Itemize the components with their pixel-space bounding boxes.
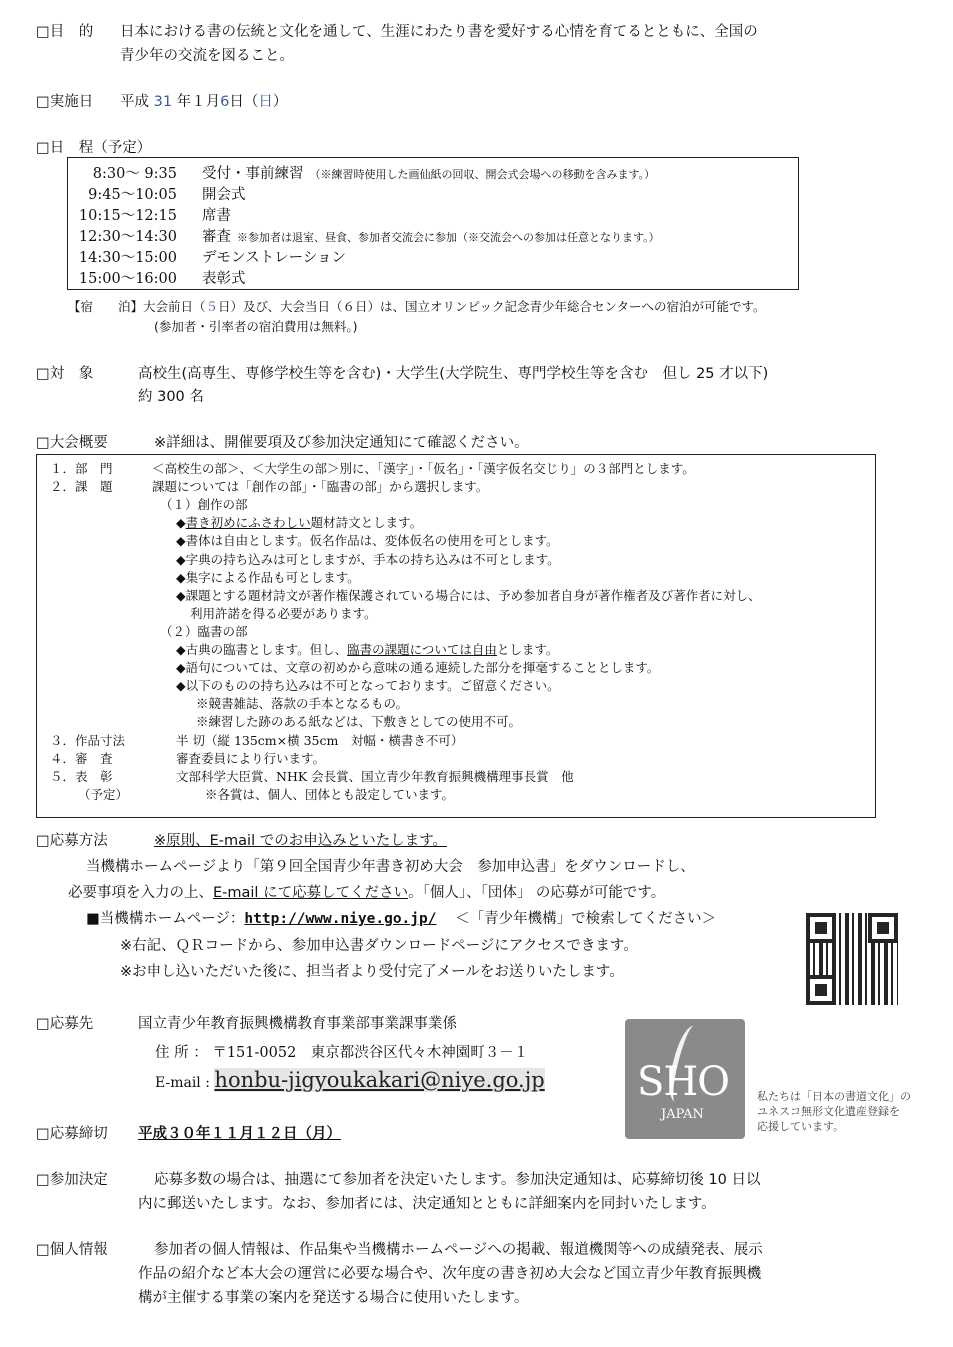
overview-item-text: ◆以下のものの持ち込みは不可となっております。ご留意ください。 [176, 678, 560, 694]
sho-logo-text: SHO [637, 1059, 730, 1105]
schedule-event [202, 267, 246, 288]
schedule-event [202, 183, 246, 204]
homepage-search-hint: ＜「青少年機構」で検索してください＞ [455, 911, 717, 927]
date-prefix: 平成 [120, 94, 149, 110]
overview-item-text: ◆課題とする題材詩文が著作権保護されている場合には、予め参加者自身が著作権者及び著作者に対し、 [176, 587, 761, 603]
contact-label: □応募先 [36, 1016, 94, 1032]
schedule-label: □日 程（予定） [36, 140, 152, 156]
schedule-event-name: 受付・事前練習 [202, 166, 304, 182]
privacy-text-1: 参加者の個人情報は、作品集や当機構ホームページへの掲載、報道機関等への成績発表、展示 [154, 1242, 763, 1258]
apply-label: □応募方法 [36, 833, 108, 849]
overview-item-number: ３．作品寸法 [50, 732, 126, 748]
qr-code[interactable] [806, 913, 898, 1005]
decision-label: □参加決定 [36, 1172, 108, 1188]
address-label: 住 所 ： [155, 1045, 208, 1061]
target-text-1: 高校生(高専生、専修学校生等を含む)・大学生(大学院生、専門学校生等を含む 但し 25 才以下) [138, 366, 769, 382]
contact-org: 国立青少年教育振興機構教育事業部事業課事業係 [138, 1016, 457, 1032]
schedule-time: 10:15～12:15 [78, 208, 177, 224]
date-weekday-open: （ [243, 94, 259, 110]
sho-japan-logo [625, 1019, 745, 1139]
overview-item-text-part: 書き初めにふさわしい [185, 515, 311, 531]
sho-caption-2: ユネスコ無形文化遺産登録を [757, 1105, 900, 1118]
date-weekday: 日 [258, 94, 273, 110]
deadline-label: □応募締切 [36, 1126, 108, 1142]
contact-email-link[interactable]: honbu-jigyoukakari@niye.go.jp [214, 1068, 545, 1092]
contact-email-line [155, 1068, 545, 1092]
privacy-label: □個人情報 [36, 1242, 108, 1258]
schedule-note: ※参加者は退室、昼食、参加者交流会に参加（※交流会への参加は任意となります。） [237, 231, 660, 244]
overview-item-number: １．部 門 [50, 461, 113, 476]
overview-item-text: （１）創作の部 [160, 497, 248, 513]
apply-text-1: 当機構ホームページより「第９回全国青少年書き初め大会 参加申込書」をダウンロードし、 [86, 859, 695, 875]
homepage-link[interactable]: http://www.niye.go.jp/ [244, 911, 437, 927]
deadline-value: 平成３０年１１月１２日（月） [138, 1126, 341, 1142]
overview-item-text-part: ◆ [176, 515, 186, 531]
target-label: □対 象 [36, 366, 94, 382]
decision-text-1: 応募多数の場合は、抽選にて参加者を決定いたします。参加決定通知は、応募締切後 10 日以 [154, 1172, 761, 1188]
schedule-time: 9:45～10:05 [88, 187, 177, 203]
schedule-time: 14:30～15:00 [78, 250, 177, 266]
purpose-text-1: 日本における書の伝統と文化を通して、生涯にわたり書を愛好する心情を育てるとともに、全国の [120, 24, 758, 40]
overview-item-text-part: とします。 [496, 642, 559, 657]
overview-note: ※詳細は、開催要項及び参加決定通知にて確認ください。 [154, 435, 529, 451]
overview-item-number: ５．表 彰 [50, 768, 113, 784]
schedule-event-name: デモンストレーション [202, 250, 346, 266]
address-value: 〒151-0052 東京都渋谷区代々木神園町３－１ [212, 1045, 529, 1061]
mail-confirm-note: ※お申し込いただいた後に、担当者より受付完了メールをお送りいたします。 [120, 964, 624, 980]
apply-text-2u: E-mail にて応募してください [213, 885, 409, 901]
schedule-event-name: 席書 [202, 208, 231, 224]
overview-item-text: ◆字典の持ち込みは可としますが、手本の持ち込みは不可とします。 [176, 551, 560, 567]
apply-text-2b: 。「個人」、「団体」 の応募が可能です。 [408, 885, 666, 901]
sho-logo-subtext: JAPAN [661, 1107, 704, 1122]
event-date [120, 90, 287, 111]
lodging-note [68, 297, 766, 315]
overview-item-text-part: 臨書の課題については自由 [347, 642, 497, 657]
overview-item-text: ◆書体は自由とします。仮名作品は、変体仮名の使用を可とします。 [176, 533, 559, 549]
email-label: E-mail : [155, 1075, 210, 1091]
apply-text-2a: 必要事項を入力の上、 [68, 885, 213, 901]
schedule-time: 15:00～16:00 [78, 271, 177, 287]
lodging-text-a: 大会前日（ [143, 299, 206, 314]
date-day: 6 [220, 94, 230, 110]
contact-address [155, 1041, 528, 1062]
overview-item-text: ◆集字による作品も可とします。 [176, 569, 360, 585]
schedule-event-name: 開会式 [202, 187, 246, 203]
overview-item-text: ※競書雑誌、落款の手本となるもの。 [196, 696, 409, 712]
schedule-note: （※練習時使用した画仙紙の回収、開会式会場への移動を含みます。） [309, 168, 656, 181]
target-text-2: 約 300 名 [138, 389, 204, 405]
lodging-text-b: 日）及び、大会当日（６日）は、国立オリンピック記念青少年総合センターへの宿泊が可能です。 [218, 299, 766, 314]
purpose-text-2: 青少年の交流を図ること。 [120, 48, 294, 64]
overview-item-number: ２．課 題 [50, 479, 113, 495]
overview-item-text [176, 640, 558, 658]
overview-label: □大会概要 [36, 435, 108, 451]
apply-text-2 [68, 881, 665, 902]
schedule-event [202, 204, 231, 225]
schedule-event-name: 表彰式 [202, 271, 246, 287]
schedule-event [202, 162, 655, 183]
apply-note: ※原則、E-mail でのお申込みといたします。 [154, 833, 448, 849]
purpose-label: □目 的 [36, 24, 94, 40]
schedule-time: 8:30～ 9:35 [92, 166, 177, 182]
decision-text-2: 内に郵送いたします。なお、参加者には、決定通知とともに詳細案内を同封いたします。 [138, 1196, 716, 1212]
overview-item-text: ※各賞は、個人、団体とも設定しています。 [205, 786, 455, 802]
homepage-label: ■当機構ホームページ： [86, 911, 245, 927]
schedule-event [202, 246, 346, 267]
overview-item-text: ＜高校生の部＞、＜大学生の部＞別に、「漢字」・「仮名」・「漢字仮名交じり」の３部門とします。 [152, 461, 695, 476]
sho-caption-1: 私たちは「日本の書道文化」の [757, 1090, 911, 1103]
overview-item-text: ◆語句については、文章の初めから意味の通る連続した部分を揮毫することとします。 [176, 660, 660, 676]
qr-finder-icon [868, 913, 898, 943]
overview-item-number: ４．審 査 [50, 750, 113, 766]
schedule-event [202, 225, 660, 246]
homepage-line [86, 907, 716, 928]
overview-item-text [176, 513, 422, 531]
sho-caption-3: 応援しています。 [757, 1120, 845, 1133]
overview-item-text-part: 題材詩文とします。 [310, 515, 423, 531]
overview-item-text: ※練習した跡のある紙などは、下敷きとしての使用不可。 [196, 714, 522, 730]
date-label: □実施日 [36, 94, 94, 110]
date-year: 31 [153, 94, 173, 110]
overview-item-text-part: ◆古典の臨書とします。但し、 [176, 642, 348, 657]
schedule-event-name: 審査 [202, 229, 231, 245]
date-month: 年１月 [176, 94, 221, 110]
overview-item-text: 審査委員により行います。 [176, 750, 326, 766]
privacy-text-2: 作品の紹介など本大会の運営に必要な場合や、次年度の書き初め大会など国立青少年教育振興機 [138, 1266, 762, 1282]
lodging-note-2: (参加者・引率者の宿泊費用は無料。) [154, 319, 358, 334]
privacy-text-3: 構が主催する事業の案内を発送する場合に使用いたします。 [138, 1290, 529, 1306]
overview-item-text: （２）臨書の部 [160, 623, 248, 639]
date-suffix: 日 [229, 94, 244, 110]
date-weekday-close: ） [272, 94, 288, 110]
overview-item-text: 半 切（縦 135cm×横 35cm 対幅・横書き不可） [176, 732, 464, 748]
qr-finder-icon [806, 913, 836, 943]
schedule-time: 12:30～14:30 [78, 229, 177, 245]
overview-item-number: （予定） [78, 786, 129, 802]
overview-item-text: 利用許諾を得る必要があります。 [190, 605, 377, 621]
lodging-day: ５ [205, 299, 219, 314]
overview-item-text: 文部科学大臣賞、NHK 会長賞、国立青少年教育振興機構理事長賞 他 [176, 768, 574, 784]
overview-item-text: 課題については「創作の部」・「臨書の部」から選択します。 [152, 479, 489, 495]
qr-finder-icon [806, 975, 836, 1005]
qr-note: ※右記、ＱＲコードから、参加申込書ダウンロードページにアクセスできます。 [120, 938, 638, 954]
lodging-label: 【宿 泊】 [68, 299, 144, 314]
